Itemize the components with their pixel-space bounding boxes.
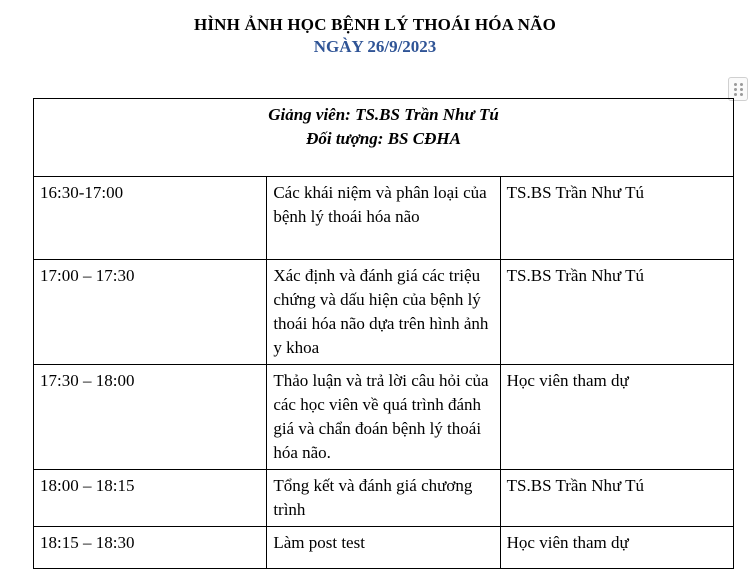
presenter-cell: TS.BS Trần Như Tú [500,177,733,260]
lecturer-line: Giảng viên: TS.BS Trần Như Tú [268,105,499,124]
lecturer-header-cell [34,99,734,177]
audience-line: Đối tượng: BS CĐHA [306,129,461,148]
content-cell: Tổng kết và đánh giá chương trình [267,470,500,527]
time-cell: 17:00 – 17:30 [34,260,267,365]
table-row [34,527,734,569]
content-cell: Làm post test [267,527,500,569]
table-row [34,470,734,527]
table-header-row [34,99,734,177]
presenter-cell: TS.BS Trần Như Tú [500,470,733,527]
content-cell: Các khái niệm và phân loại của bệnh lý thoái hóa não [267,177,500,260]
time-cell: 18:00 – 18:15 [34,470,267,527]
drag-handle-icon [734,83,743,96]
table-row [34,260,734,365]
document-title: HÌNH ẢNH HỌC BỆNH LÝ THOÁI HÓA NÃO [193,15,557,34]
presenter-cell: Học viên tham dự [500,527,733,569]
table-row [34,365,734,470]
presenter-cell: Học viên tham dự [500,365,733,470]
time-cell: 16:30-17:00 [34,177,267,260]
document-date: NGÀY 26/9/2023 [313,37,437,56]
time-cell: 17:30 – 18:00 [34,365,267,470]
time-cell: 18:15 – 18:30 [34,527,267,569]
content-cell: Xác định và đánh giá các triệu chứng và dấu hiện của bệnh lý thoái hóa não dựa trên hình ảnh y khoa [267,260,500,365]
content-cell: Thảo luận và trả lời câu hỏi của các học viên về quá trình đánh giá và chẩn đoán bệnh lý thoái hóa não. [267,365,500,470]
presenter-cell: TS.BS Trần Như Tú [500,260,733,365]
schedule-table [33,98,734,569]
table-row [34,177,734,260]
